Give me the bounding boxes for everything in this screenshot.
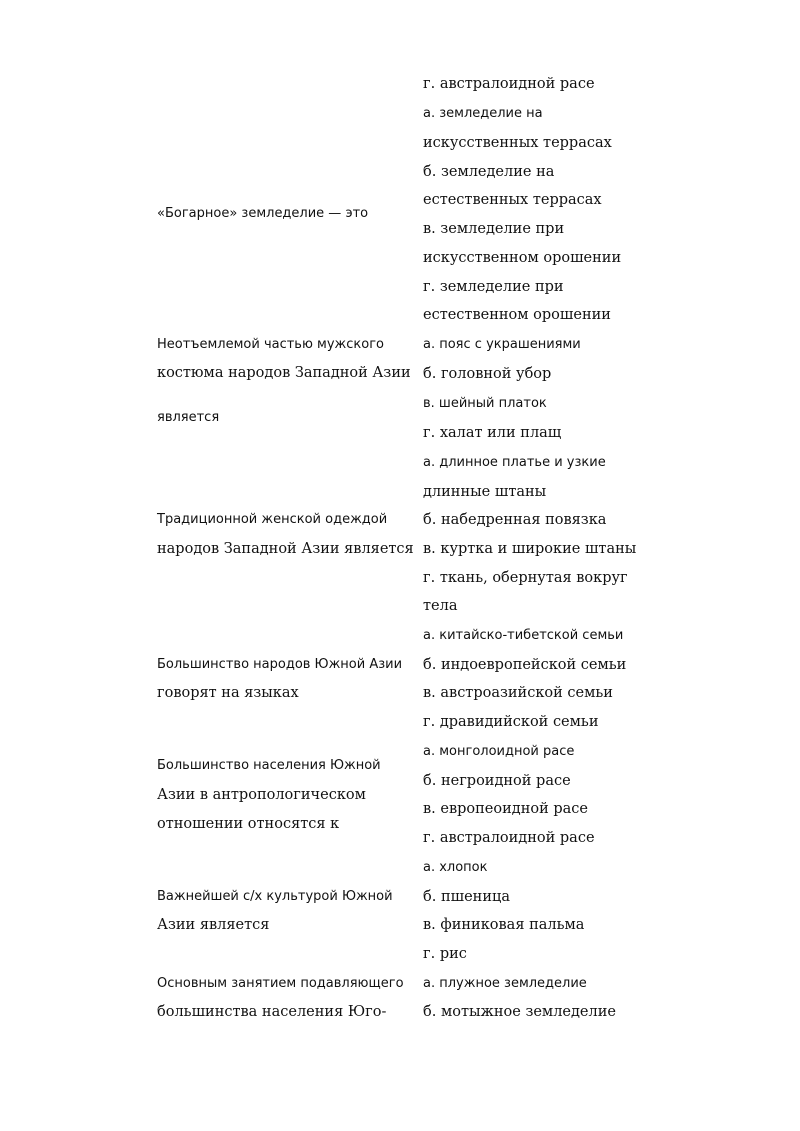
question-line: отношении относятся к: [157, 816, 340, 832]
option-text: в. земледелие при: [423, 221, 565, 237]
option-text: а. хлопок: [423, 860, 488, 875]
option-text: естественных террасах: [423, 192, 602, 208]
option-text: в. финиковая пальма: [423, 917, 585, 933]
question-line: является: [157, 410, 220, 425]
option-text: г. халат или плащ: [423, 425, 562, 441]
option-text: в. европеоидной расе: [423, 801, 589, 817]
option-text: естественном орошении: [423, 307, 611, 323]
option-text: длинные штаны: [423, 484, 547, 500]
option-text: б. мотыжное земледелие: [423, 1004, 616, 1020]
question-line: народов Западной Азии является: [157, 541, 414, 557]
option-text: а. длинное платье и узкие: [423, 455, 606, 470]
question-line: Неотъемлемой частью мужского: [157, 337, 384, 352]
option-text: а. монголоидной расе: [423, 744, 575, 759]
option-text: а. китайско-тибетской семьи: [423, 628, 624, 643]
option-text: искусственных террасах: [423, 135, 612, 151]
question-line: говорят на языках: [157, 685, 299, 701]
option-text: б. головной убор: [423, 366, 552, 382]
option-text: б. земледелие на: [423, 164, 555, 180]
option-text: г. австралоидной расе: [423, 830, 595, 846]
option-text: г. австралоидной расе: [423, 76, 595, 92]
option-text: а. пояс с украшениями: [423, 337, 581, 352]
option-text: а. земледелие на: [423, 106, 543, 121]
option-text: б. негроидной расе: [423, 773, 571, 789]
option-text: в. шейный платок: [423, 396, 547, 411]
question-line: Большинство населения Южной: [157, 758, 381, 773]
option-text: б. индоевропейской семьи: [423, 657, 627, 673]
option-text: тела: [423, 598, 458, 614]
option-text: искусственном орошении: [423, 250, 622, 266]
option-text: в. австроазийской семьи: [423, 685, 613, 701]
question-line: Большинство народов Южной Азии: [157, 657, 403, 672]
question-line: костюма народов Западной Азии: [157, 365, 411, 381]
option-text: г. дравидийской семьи: [423, 714, 599, 730]
question-line: Традиционной женской одеждой: [157, 512, 388, 527]
option-text: в. куртка и широкие штаны: [423, 541, 637, 557]
option-text: а. плужное земледелие: [423, 976, 587, 991]
option-text: г. земледелие при: [423, 279, 564, 295]
option-text: б. пшеница: [423, 889, 510, 905]
question-line: большинства населения Юго-: [157, 1004, 387, 1020]
question-line: Азии в антропологическом: [157, 787, 366, 803]
question-line: Основным занятием подавляющего: [157, 976, 404, 991]
option-text: г. ткань, обернутая вокруг: [423, 570, 628, 586]
question-1: [157, 206, 407, 221]
option-text: г. рис: [423, 946, 467, 962]
question-line: «Богарное» земледелие — это: [157, 206, 369, 221]
question-line: Важнейшей с/х культурой Южной: [157, 889, 393, 904]
question-line: Азии является: [157, 917, 270, 933]
option-text: б. набедренная повязка: [423, 512, 607, 528]
